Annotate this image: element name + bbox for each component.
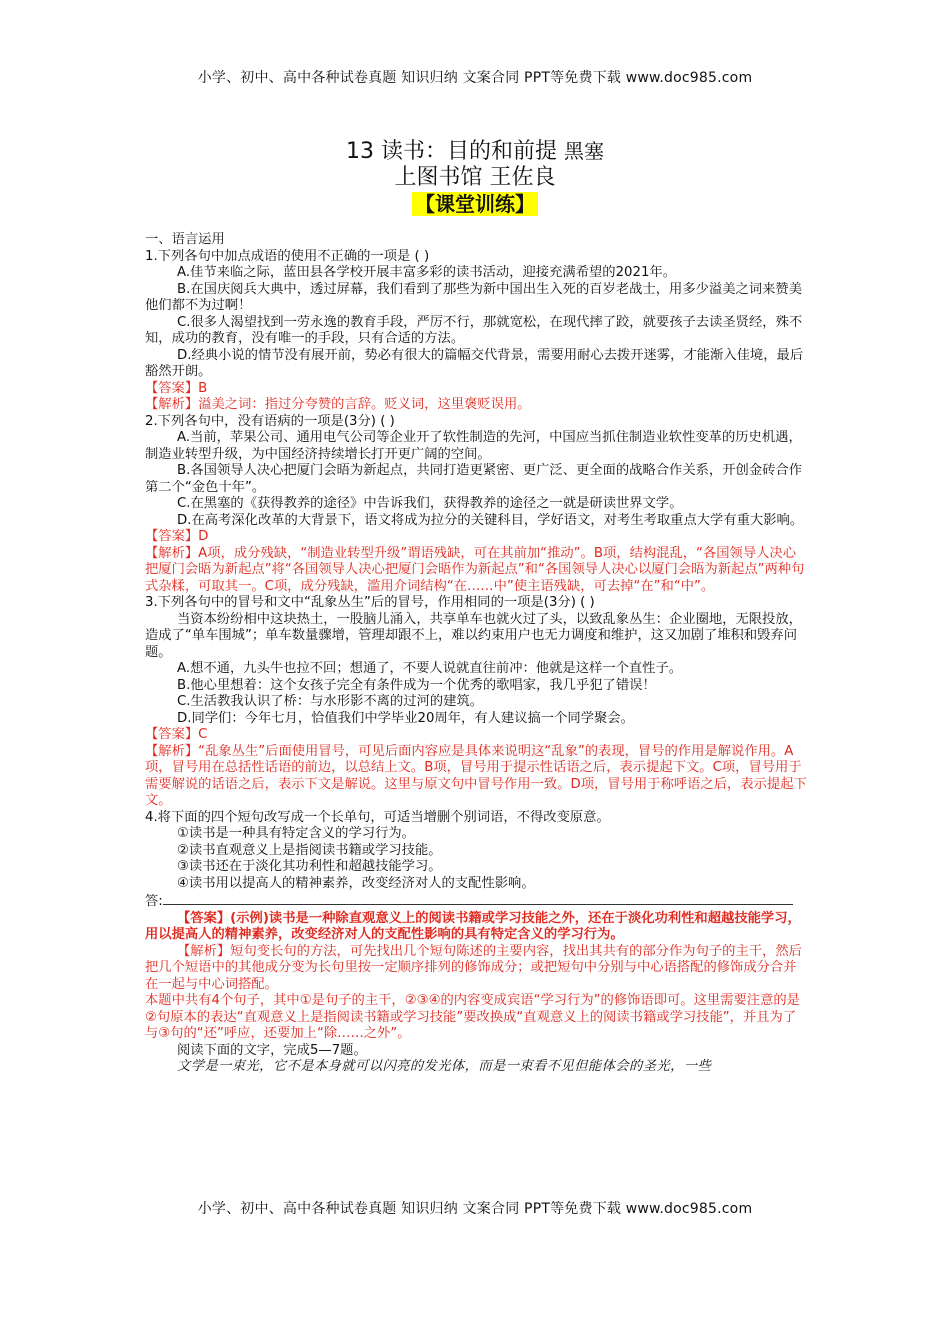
part-heading: 一、语言运用 <box>145 232 225 247</box>
q4-stem: 4.将下面的四个短句改写成一个长单句，可适当增删个别词语，不得改变原意。 <box>145 809 610 825</box>
footer-banner: 小学、初中、高中各种试卷真题 知识归纳 文案合同 PPT等免费下载 www.doc985.com <box>197 1201 753 1217</box>
q3-option-b: B.他心里想着：这个女孩子完全有条件成为一个优秀的歌唱家，我几乎犯了错误！ <box>177 677 656 693</box>
q1-option-a: A.佳节来临之际，蓝田县各学校开展丰富多彩的读书活动，迎接充满希望的2021年。 <box>177 265 677 280</box>
q4-analysis-1: 【解析】短句变长句的方法，可先找出几个短句陈述的主要内容，找出其共有的部分作为句子的主干，然后把几个短语中的其他成分变为长句里按一定顺序排列的修饰成分；或把短句中分别与中心语搭配的修饰成分合并在一起与中心词搭配。 <box>145 943 802 992</box>
q2-option-c: C.在黑塞的《获得教养的途径》中告诉我们，获得教养的途径之一就是研读世界文学。 <box>177 496 683 511</box>
q4-sentence-2: ②读书直观意义上是指阅读书籍或学习技能。 <box>177 842 442 858</box>
q1-stem: 1.下列各句中加点成语的使用不正确的一项是 ( ) <box>145 248 430 264</box>
q1-analysis: 【解析】溢美之词：指过分夸赞的言辞。贬义词，这里褒贬误用。 <box>145 397 531 412</box>
q3-option-a: A.想不通，九头牛也拉不回；想通了，不要人说就直往前冲：他就是这样一个直性子。 <box>177 661 683 676</box>
answer-blank[interactable] <box>163 892 793 905</box>
q4-answer: 【答案】(示例)读书是一种除直观意义上的阅读书籍或学习技能之外，还在于淡化功利性和超越技能学习，用以提高人的精神素养，改变经济对人的支配性影响的具有特定含义的学习行为。 <box>145 910 801 942</box>
q1-answer: 【答案】B <box>145 380 208 396</box>
q3-option-d: D.同学们：今年七月，恰值我们中学毕业20周年，有人建议搞一个同学聚会。 <box>177 710 634 726</box>
q4-analysis-2: 本题中共有4个句子，其中①是句子的主干，②③④的内容变成宾语“学习行为”的修饰语即可。这里需要注意的是②句原本的表达“直观意义上是指阅读书籍或学习技能”要改换成“直观意义上的阅读书籍或学习技能”，并且为了与③句的“还”呼应，还要加上“除……之外”。 <box>145 993 800 1041</box>
q4-sentence-4: ④读书用以提高人的精神素养，改变经济对人的支配性影响。 <box>177 875 535 891</box>
q3-option-c: C.生活教我认识了桥：与水形影不离的过河的建筑。 <box>177 694 484 709</box>
q2-analysis: 【解析】A项，成分残缺，“制造业转型升级”谓语残缺，可在其前加“推动”。B项，结构混乱，“各国领导人决心把厦门会晤为新起点”将“各国领导人决心把厦门会晤作为新起点”和“各国领导人决心以厦门会晤为新起点”两种句式杂糅，可取其一。C项，成分残缺，滥用介词结构“在……中”使主语残缺，可去掉“在”和“中”。 <box>145 545 805 594</box>
header-banner: 小学、初中、高中各种试卷真题 知识归纳 文案合同 PPT等免费下载 www.doc985.com <box>197 70 753 86</box>
q1-option-b: B.在国庆阅兵大典中，透过屏幕，我们看到了那些为新中国出生入死的百岁老战士，用多少溢美之词来赞美他们都不为过啊！ <box>145 281 803 313</box>
page-subtitle: 上图书馆 王佐良 <box>394 165 556 190</box>
reading-intro: 阅读下面的文字，完成5—7题。 <box>177 1042 367 1058</box>
section-label: 【课堂训练】 <box>412 192 538 216</box>
q3-analysis: 【解析】“乱象丛生”后面使用冒号，可见后面内容应是具体来说明这“乱象”的表现，冒号的作用是解说作用。A项，冒号用在总括性话语的前边，以总结上文。B项，冒号用于提示性话语之后，表示提起下文。C项，冒号用于需要解说的话语之后，表示下文是解说。这里与原文句中冒号作用一致。D项，冒号用于称呼语之后，表示提起下文。 <box>145 743 807 808</box>
title-author: 黑塞 <box>564 139 604 163</box>
q1-option-c: C.很多人渴望找到一劳永逸的教育手段，严厉不行，那就宽松，在现代摔了跤，就要孩子去读圣贤经，殊不知，成功的教育，没有唯一的手段，只有合适的方法。 <box>145 314 803 346</box>
q2-answer: 【答案】D <box>145 529 209 544</box>
q2-option-b: B.各国领导人决心把厦门会晤为新起点，共同打造更紧密、更广泛、更全面的战略合作关系，开创金砖合作第二个“金色十年”。 <box>145 463 803 495</box>
section-heading <box>0 188 950 217</box>
q3-stem: 3.下列各句中的冒号和文中“乱象丛生”后的冒号，作用相同的一项是(3分) ( ) <box>145 595 595 610</box>
title-main: 13 读书：目的和前提 <box>346 139 557 164</box>
q4-sentence-3: ③读书还在于淡化其功利性和超越技能学习。 <box>177 859 442 874</box>
document-body <box>145 232 808 1076</box>
q4-sentence-1: ①读书是一种具有特定含义的学习行为。 <box>177 826 415 841</box>
q3-passage: 当资本纷纷相中这块热土，一股脑儿涌入，共享单车也就火过了头，以致乱象丛生：企业圈地，无限投放，造成了“单车围城”；单车数量骤增，管理却跟不上，难以约束用户也无力调度和维护，这又加剧了堆积和毁弃问题。 <box>145 611 802 660</box>
q4-answer-line <box>145 892 808 911</box>
q4-answer-label: 答: <box>145 894 163 909</box>
q1-option-d: D.经典小说的情节没有展开前，势必有很大的篇幅交代背景，需要用耐心去拨开迷雾，才能渐入佳境，最后豁然开朗。 <box>145 347 804 379</box>
q2-option-d: D.在高考深化改革的大背景下，语文将成为拉分的关键科目，学好语文，对考生考取重点大学有重大影响。 <box>177 512 804 528</box>
q2-stem: 2.下列各句中，没有语病的一项是(3分) ( ) <box>145 413 395 429</box>
reading-first-line: 文学是一束光，它不是本身就可以闪亮的发光体，而是一束看不见但能体会的圣光，一些 <box>177 1059 712 1074</box>
q3-answer: 【答案】C <box>145 727 208 742</box>
q2-option-a: A.当前，苹果公司、通用电气公司等企业开了软性制造的先河，中国应当抓住制造业软性变革的历史机遇，制造业转型升级，为中国经济持续增长打开更广阔的空间。 <box>145 430 802 462</box>
